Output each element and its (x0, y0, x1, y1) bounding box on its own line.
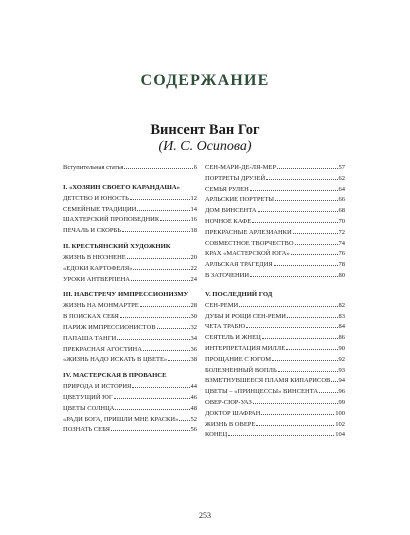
toc-entry[interactable] (205, 312, 345, 323)
leader-dots (331, 381, 337, 382)
toc-entry-title: В ПОИСКАХ СЕБЯ (63, 313, 119, 321)
toc-entry-page: 99 (338, 398, 345, 406)
toc-entry[interactable] (205, 333, 345, 344)
leader-dots (127, 258, 190, 259)
toc-entry[interactable] (205, 163, 345, 174)
toc-entry[interactable] (63, 382, 197, 393)
toc-entry-page: 96 (338, 388, 345, 396)
leader-dots (278, 371, 338, 372)
toc-entry-title: ПОРТРЕТЫ ДРУЗЕЙ (205, 174, 266, 182)
toc-entry[interactable] (63, 425, 197, 436)
toc-entry-page: 56 (190, 426, 197, 434)
leader-dots (120, 317, 190, 318)
toc-entry-title: ЦВЕТЫ СОЛНЦА (63, 404, 115, 412)
toc-entry-title: УРОКИ АНТВЕРПЕНА (63, 275, 130, 283)
leader-dots (122, 231, 190, 232)
book-compiler: (И. С. Осипова) (158, 139, 252, 154)
toc-entry-title: ПОЗНАТЬ СЕБЯ (63, 426, 110, 434)
leader-dots (115, 409, 189, 410)
toc-entry-page: 78 (338, 261, 345, 269)
toc-entry-title: НОЧНОЕ КАФЕ (205, 217, 252, 225)
toc-entry-page: 68 (338, 207, 345, 215)
toc-entry[interactable] (205, 376, 345, 387)
leader-dots (250, 276, 337, 277)
toc-entry-page: 74 (338, 239, 345, 247)
toc-entry-page: 48 (190, 404, 197, 412)
toc-entry-title: КОНЕЦ (205, 431, 228, 439)
leader-dots (157, 328, 190, 329)
toc-entry[interactable] (63, 194, 197, 205)
leader-dots (140, 306, 190, 307)
toc-entry[interactable] (205, 366, 345, 377)
leader-dots (124, 168, 192, 169)
toc-entry-title: СЕЯТЕЛЬ И ЖНЕЦ (205, 334, 261, 342)
toc-entry-page: 16 (190, 216, 197, 224)
toc-entry-title: БОЛЕЗНЕННЫЙ ВОПЛЬ (205, 366, 277, 374)
toc-entry[interactable] (205, 398, 345, 409)
toc-entry[interactable] (63, 415, 197, 426)
toc-entry[interactable] (63, 264, 197, 275)
toc-entry[interactable] (205, 271, 345, 282)
leader-dots (253, 403, 338, 404)
leader-dots (277, 168, 338, 169)
leader-dots (258, 211, 338, 212)
leader-dots (137, 210, 189, 211)
toc-entry[interactable] (205, 185, 345, 196)
toc-entry-page: 30 (190, 313, 197, 321)
toc-entry-page: 100 (335, 409, 345, 417)
toc-entry-page: 86 (338, 334, 345, 342)
toc-entry-title: «ЖИЗНЬ НАДО ИСКАТЬ В ЦВЕТЕ» (63, 356, 168, 364)
toc-entry-page: 44 (190, 383, 197, 391)
toc-entry-page: 66 (338, 196, 345, 204)
toc-entry[interactable] (205, 301, 345, 312)
toc-entry[interactable] (205, 239, 345, 250)
toc-entry-page: 76 (338, 250, 345, 258)
toc-entry[interactable] (205, 322, 345, 333)
toc-entry[interactable] (205, 174, 345, 185)
toc-entry-page: 38 (190, 356, 197, 364)
toc-entry-page: 6 (193, 164, 197, 171)
toc-entry[interactable] (63, 334, 197, 345)
leader-dots (111, 430, 190, 431)
section-heading: V. ПОСЛЕДНИЙ ГОД (205, 290, 273, 298)
leader-dots (266, 179, 337, 180)
toc-entry-title: ПРИРОДА И ИСТОРИЯ (63, 383, 132, 391)
leader-dots (132, 387, 189, 388)
toc-entry[interactable] (205, 249, 345, 260)
toc-entry-page: 93 (338, 366, 345, 374)
toc-entry-page: 20 (190, 253, 197, 261)
toc-entry-title: ОВЕР-СЮР-УАЗ (205, 398, 252, 406)
toc-entry-title: «РАДИ БОГА, ПРИШЛИ МНЕ КРАСКИ» (63, 415, 179, 423)
toc-entry[interactable] (205, 355, 345, 366)
toc-entry[interactable] (205, 206, 345, 217)
page-title: СОДЕРЖАНИЕ (140, 72, 270, 89)
toc-entry-page: 92 (338, 355, 345, 363)
toc-entry-title: ДОКТОР ШАФРАН (205, 409, 261, 417)
toc-entry-title: ПЕЧАЛЬ И СКОРБЬ (63, 227, 121, 235)
leader-dots (114, 398, 190, 399)
toc-entry-page: 12 (190, 194, 197, 202)
leader-dots (252, 222, 337, 223)
leader-dots (272, 360, 337, 361)
leader-dots (250, 190, 338, 191)
toc-entry[interactable] (205, 409, 345, 420)
leader-dots (131, 280, 190, 281)
toc-entry-page: 62 (338, 174, 345, 182)
toc-entry-page: 24 (190, 275, 197, 283)
toc-entry-title: ЧЕТА ТРАБЮ (205, 323, 246, 331)
toc-left-column (63, 163, 197, 436)
toc-entry[interactable] (205, 387, 345, 398)
toc-entry-page: 102 (335, 420, 345, 428)
toc-entry[interactable] (63, 226, 197, 237)
toc-entry-page: 64 (338, 185, 345, 193)
section-heading: I. «ХОЗЯИН СВОЕГО КАРАНДАША» (63, 183, 180, 191)
toc-entry-page: 83 (338, 312, 345, 320)
toc-entry[interactable] (63, 215, 197, 226)
leader-dots (239, 306, 337, 307)
toc-entry[interactable] (205, 195, 345, 206)
leader-dots (319, 392, 337, 393)
toc-entry-page: 84 (338, 323, 345, 331)
toc-entry-title: Вступительная статья (63, 164, 124, 171)
toc-entry[interactable] (63, 275, 197, 286)
toc-entry[interactable] (63, 301, 197, 312)
toc-entry-page: 104 (335, 431, 345, 439)
section-heading: IV. МАСТЕРСКАЯ В ПРОВАНСЕ (63, 372, 167, 380)
toc-entry[interactable] (205, 228, 345, 239)
toc-entry-page: 18 (190, 227, 197, 235)
toc-entry-page: 94 (338, 377, 345, 385)
toc-entry-page: 90 (338, 344, 345, 352)
toc-entry-title: ЦВЕТЫ – «ПРИНЦЕССЫ» ВИНСЕНТА (205, 388, 319, 396)
toc-entry-page: 72 (338, 228, 345, 236)
toc-entry-title: АРЛЬСКАЯ ТРАГЕДИЯ (205, 261, 273, 269)
toc-entry-title: КРАХ «МАСТЕРСКОЙ ЮГА» (205, 250, 290, 258)
toc-entry[interactable] (205, 430, 345, 441)
toc-entry[interactable] (63, 205, 197, 216)
toc-entry-page: 80 (338, 271, 345, 279)
toc-entry-title: СЕМЬЯ РУЛЕН (205, 185, 249, 193)
toc-entry-title: ДУБЫ И РОЩИ СЕН-РЕМИ (205, 312, 286, 320)
toc-entry-title: ПРОЩАНИЕ С ЮГОМ (205, 355, 272, 363)
toc-entry-title: В ЗАТОЧЕНИИ (205, 271, 250, 279)
toc-entry-title: ПРЕКРАСНЫЕ АРЛЕЗИАНКИ (205, 228, 292, 236)
toc-entry-title: СЕМЕЙНЫЕ ТРАДИЦИИ (63, 205, 137, 213)
toc-entry-page: 46 (190, 393, 197, 401)
toc-entry[interactable] (63, 253, 197, 264)
toc-entry-title: ЖИЗНЬ НА МОНМАРТРЕ (63, 302, 139, 310)
leader-dots (246, 327, 337, 328)
toc-entry-title: «ЕДОКИ КАРТОФЕЛЯ» (63, 264, 133, 272)
toc-entry[interactable] (205, 260, 345, 271)
toc-entry-title: ПРЕКРАСНАЯ АГОСТИНА (63, 345, 142, 353)
toc-entry-page: 32 (190, 323, 197, 331)
toc-entry-title: ДЕТСТВО И ЮНОСТЬ (63, 194, 129, 202)
leader-dots (261, 414, 334, 415)
leader-dots (133, 269, 189, 270)
toc-right-column (205, 163, 345, 441)
toc-entry-title: ЖИЗНЬ В ОВЕРЕ (205, 420, 256, 428)
book-author: Винсент Ван Гог (150, 122, 260, 138)
toc-entry-page: 22 (190, 264, 197, 272)
toc-entry[interactable] (63, 404, 197, 415)
toc-entry-title: АРЛЬСКИЕ ПОРТРЕТЫ (205, 196, 275, 204)
leader-dots (295, 244, 338, 245)
toc-entry-page: 70 (338, 217, 345, 225)
leader-dots (286, 349, 337, 350)
page-number: 253 (199, 511, 211, 520)
toc-entry-page: 57 (338, 164, 345, 171)
leader-dots (130, 199, 190, 200)
toc-entry-title: СЕН-МАРИ-ДЕ-ЛЯ-МЕР (205, 164, 276, 171)
toc-entry-title: ПАПАША ТАНГИ (63, 334, 117, 342)
toc-entry-title: ПАРИЖ ИМПРЕССИОНИСТОВ (63, 323, 156, 331)
leader-dots (293, 233, 338, 234)
toc-entry-title: ВЗМЕТНУВШЕЕСЯ ПЛАМЯ КИПАРИСОВ (205, 377, 331, 385)
toc-entry[interactable] (63, 312, 197, 323)
toc-entry-title: ДОМ ВИНСЕНТА (205, 207, 257, 215)
toc-entry-page: 82 (338, 301, 345, 309)
toc-entry[interactable] (205, 420, 345, 431)
leader-dots (291, 254, 338, 255)
toc-entry-page: 34 (190, 334, 197, 342)
section-heading: II. КРЕСТЬЯНСКИЙ ХУДОЖНИК (63, 242, 171, 250)
toc-entry-title: СЕН-РЕМИ (205, 301, 239, 309)
toc-entry-title: ЖИЗНЬ В НЮЭНЕНЕ (63, 253, 126, 261)
leader-dots (143, 350, 190, 351)
toc-entry-page: 14 (190, 205, 197, 213)
toc-entry-intro[interactable] (63, 163, 197, 174)
toc-entry-title: ИНТЕРПРЕТАЦИЯ МИЛЛЕ (205, 344, 286, 352)
toc-entry[interactable] (63, 355, 197, 366)
leader-dots (287, 317, 338, 318)
section-heading: III. НАВСТРЕЧУ ИМПРЕССИОНИЗМУ (63, 291, 189, 299)
toc-entry[interactable] (205, 217, 345, 228)
toc-entry[interactable] (63, 393, 197, 404)
leader-dots (160, 220, 189, 221)
toc-entry[interactable] (205, 344, 345, 355)
leader-dots (168, 360, 189, 361)
leader-dots (275, 200, 337, 201)
toc-entry-page: 28 (190, 302, 197, 310)
toc-entry[interactable] (63, 345, 197, 356)
leader-dots (228, 435, 334, 436)
toc-entry-title: ШАХТЕРСКИЙ ПРОПОВЕДНИК (63, 216, 160, 224)
toc-entry[interactable] (63, 323, 197, 334)
leader-dots (179, 420, 189, 421)
leader-dots (274, 265, 338, 266)
toc-entry-title: СОВМЕСТНОЕ ТВОРЧЕСТВО (205, 239, 294, 247)
leader-dots (117, 339, 189, 340)
toc-entry-page: 36 (190, 345, 197, 353)
leader-dots (256, 425, 334, 426)
toc-entry-page: 52 (190, 415, 197, 423)
leader-dots (262, 338, 338, 339)
toc-entry-title: ЦВЕТУЩИЙ ЮГ (63, 393, 113, 401)
